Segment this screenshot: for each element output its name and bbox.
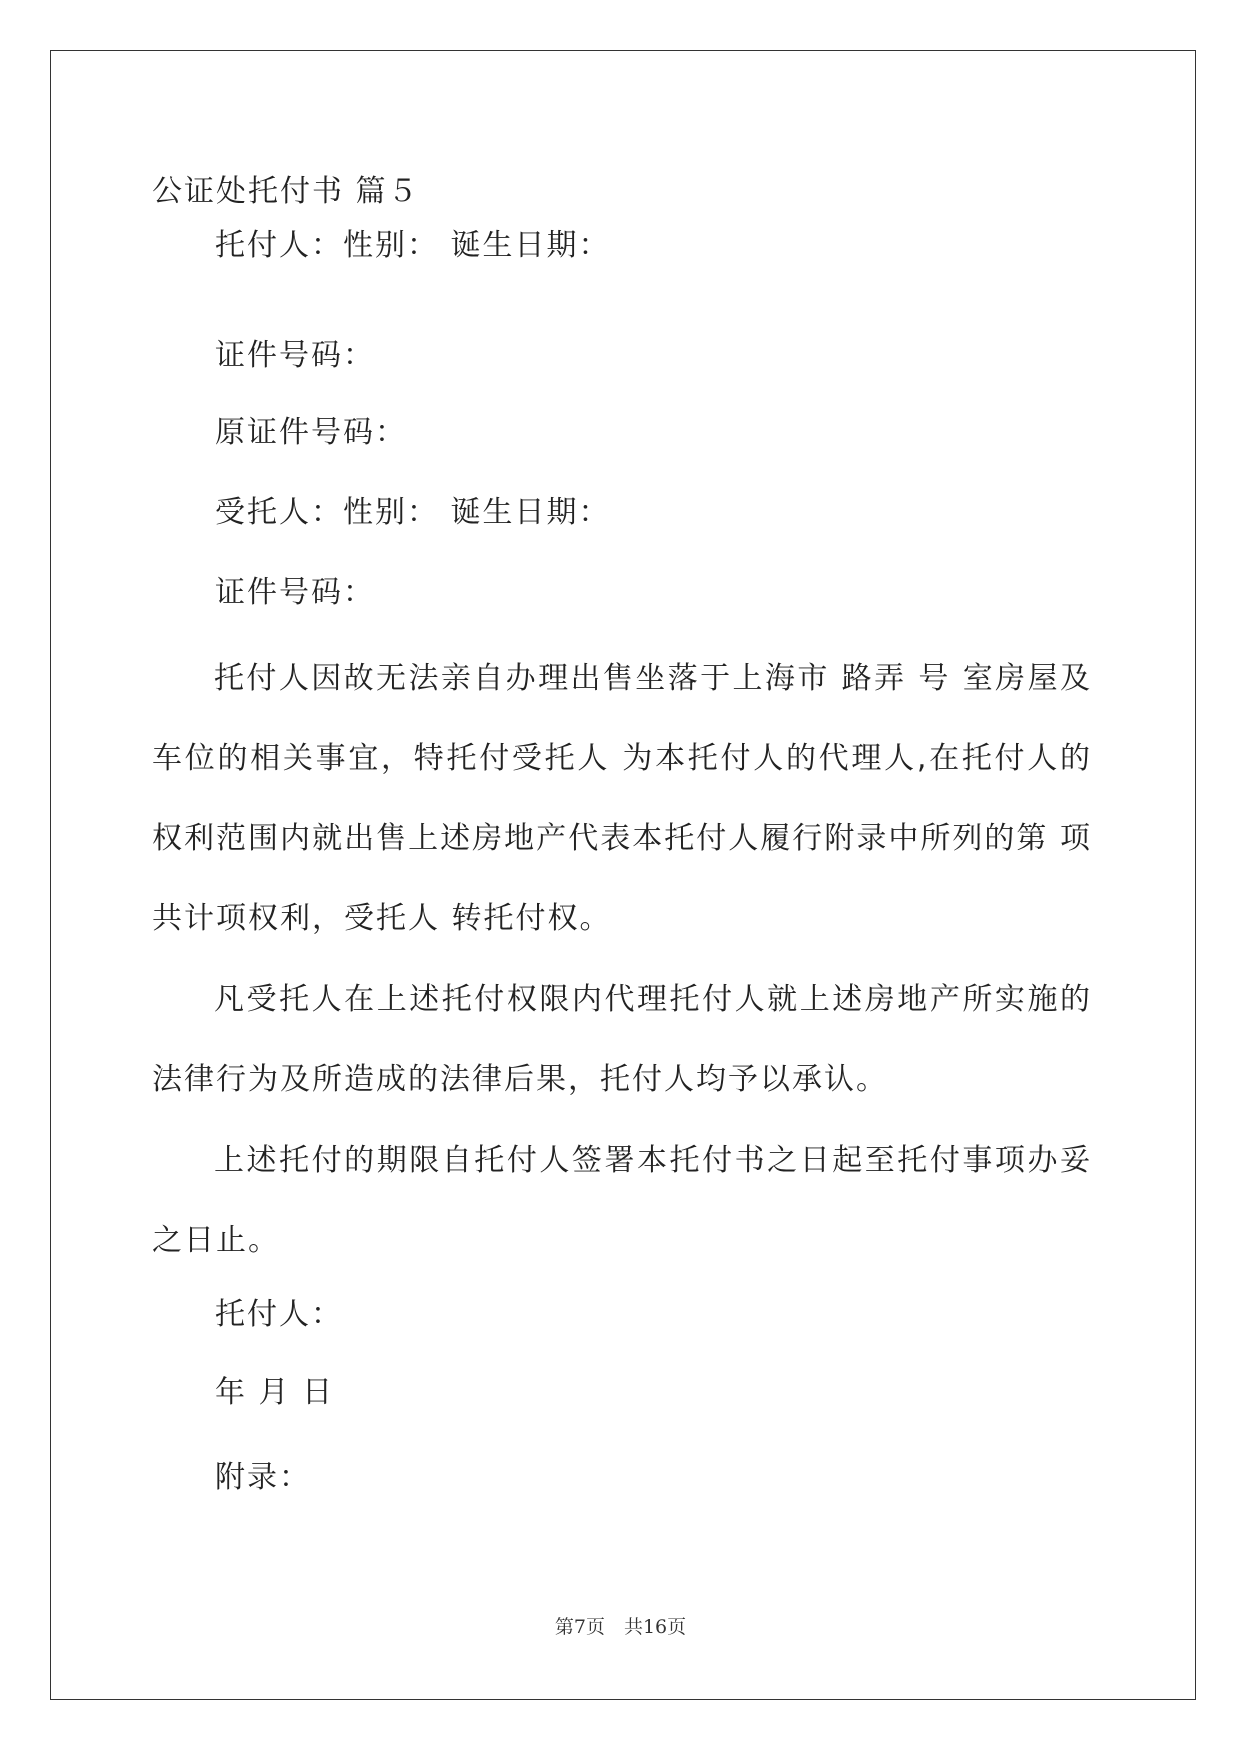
paragraph-term: 上述托付的期限自托付人签署本托付书之日起至托付事项办妥之日止。 (152, 1143, 1092, 1258)
agent-line: 受托人：性别： 诞生日期： (215, 495, 611, 530)
principal-old-id-line: 原证件号码： (215, 415, 407, 450)
appendix-label: 附录： (215, 1460, 311, 1495)
principal-id-line: 证件号码： (215, 338, 375, 373)
document-title: 公证处托付书 篇５ (152, 174, 420, 209)
paragraph-legal-effect: 凡受托人在上述托付权限内代理托付人就上述房地产所实施的法律行为及所造成的法律后果，托付人均予以承认。 (152, 982, 1092, 1097)
paragraph-authorization: 托付人因故无法亲自办理出售坐落于上海市 路弄 号 室房屋及车位的相关事宜，特托付受托人 为本托付人的代理人,在托付人的权利范围内就出售上述房地产代表本托付人履行附录中所列的第 项共计项权利，受托人 转托付权。 (152, 661, 1092, 936)
page-number-footer: 第7页 共16页 (554, 1616, 687, 1638)
date-line: 年 月 日 (215, 1375, 335, 1410)
principal-line: 托付人：性别： 诞生日期： (215, 228, 611, 263)
signature-line: 托付人： (215, 1297, 343, 1332)
agent-id-line: 证件号码： (215, 575, 375, 610)
